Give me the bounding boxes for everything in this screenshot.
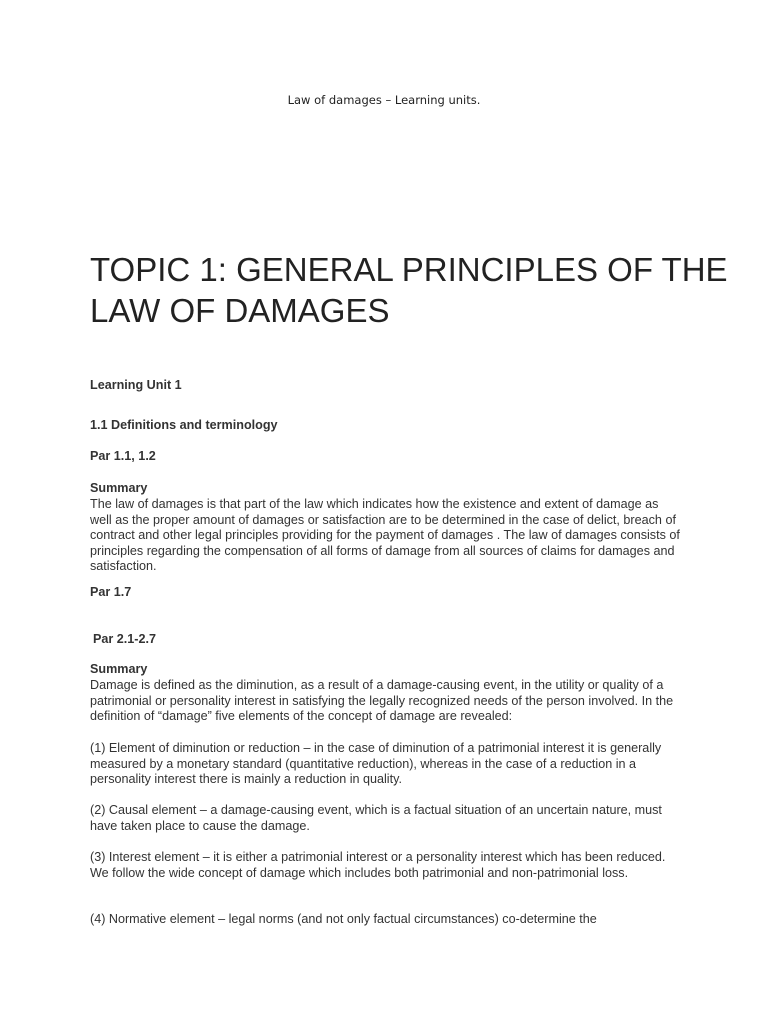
summary-text-2: Damage is defined as the diminution, as a result of a damage-causing event, in the utility or quality of a patrimonial or personality interest in satisfying the legally recognized needs of the person involved. In the definition of “damage” five elements of the concept of damage are revealed: bbox=[90, 678, 674, 723]
topic-title: TOPIC 1: GENERAL PRINCIPLES OF THE LAW OF DAMAGES bbox=[90, 251, 728, 329]
element-item-1: (1) Element of diminution or reduction – in the case of diminution of a patrimonial interest it is generally measured by a monetary standard (quantitative reduction), whereas in the case of a reduction in a personality interest there is mainly a reduction in quality. bbox=[90, 741, 662, 786]
summary-text-1: The law of damages is that part of the law which indicates how the existence and extent of damage as well as the proper amount of damages or satisfaction are to be determined in the case of delict, breach of contract and other legal principles providing for the payment of damages . The law of damages consists of principles regarding the compensation of all forms of damage from all sources of claims for damages and satisfaction. bbox=[90, 497, 680, 573]
element-item-3: (3) Interest element – it is either a patrimonial interest or a personality interest which has been reduced. We follow the wide concept of damage which includes both patrimonial and non-patrimonial loss. bbox=[90, 850, 666, 880]
paragraph-reference-1: Par 1.1, 1.2 bbox=[90, 449, 156, 463]
element-item-2: (2) Causal element – a damage-causing event, which is a factual situation of an uncertain nature, must have taken place to cause the damage. bbox=[90, 803, 662, 833]
summary-label-2: Summary bbox=[90, 662, 148, 676]
document-header: Law of damages – Learning units. bbox=[287, 93, 481, 107]
paragraph-reference-2: Par 1.7 bbox=[90, 585, 132, 599]
learning-unit-heading: Learning Unit 1 bbox=[90, 378, 182, 392]
summary-label-1: Summary bbox=[90, 481, 148, 495]
element-item-4: (4) Normative element – legal norms (and not only factual circumstances) co-determine the bbox=[90, 912, 597, 926]
paragraph-reference-3: Par 2.1-2.7 bbox=[93, 632, 157, 646]
section-heading: 1.1 Definitions and terminology bbox=[90, 418, 278, 432]
